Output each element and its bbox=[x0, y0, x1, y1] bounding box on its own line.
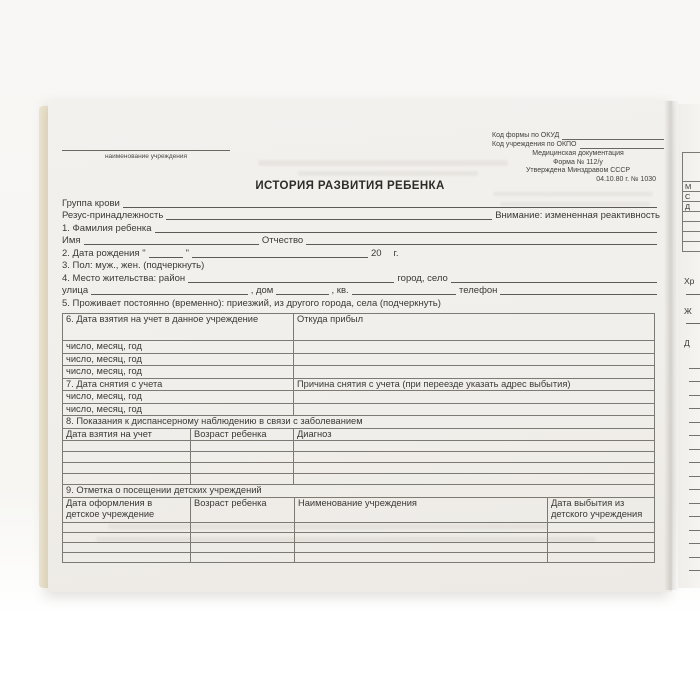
table-row bbox=[63, 463, 655, 474]
residence-label: 4. Место жительства: район bbox=[62, 272, 186, 284]
column-header: Дата взятия на учет bbox=[63, 428, 191, 441]
street-label: улица bbox=[62, 285, 89, 296]
attention-note: Внимание: измененная реактивность bbox=[495, 210, 660, 221]
date-format-cell: число, месяц, год bbox=[63, 366, 294, 379]
house-blank bbox=[276, 292, 328, 295]
ruled-line-fragment bbox=[689, 435, 700, 436]
empty-cell bbox=[295, 542, 548, 552]
empty-cell bbox=[63, 552, 191, 562]
ruled-line-fragment bbox=[689, 530, 700, 531]
reg-date-cell: 6. Дата взятия на учет в данное учреждение bbox=[63, 314, 294, 341]
rhesus-label: Резус-принадлежность bbox=[62, 210, 164, 221]
empty-cell bbox=[294, 452, 655, 463]
okud-code-row bbox=[492, 132, 664, 141]
table-row bbox=[63, 532, 655, 542]
ruled-line-fragment bbox=[689, 449, 700, 450]
table-row bbox=[63, 353, 655, 366]
apt-label: , кв. bbox=[331, 285, 349, 296]
table-cell-fragment: М bbox=[683, 182, 700, 192]
kindergarten-table bbox=[62, 484, 655, 563]
form-header-fields bbox=[62, 196, 660, 309]
table-row bbox=[63, 441, 655, 452]
ruled-line-fragment bbox=[689, 422, 700, 423]
empty-cell bbox=[191, 441, 294, 452]
arrived-from-cell: Откуда прибыл bbox=[294, 314, 655, 341]
adjacent-page-edge bbox=[678, 104, 700, 588]
empty-cell bbox=[294, 353, 655, 366]
birth-year-suffix: г. bbox=[393, 247, 399, 259]
date-format-cell: число, месяц, год bbox=[63, 353, 294, 366]
empty-cell bbox=[294, 474, 655, 485]
table-cell-fragment: С bbox=[683, 192, 700, 202]
empty-cell bbox=[294, 463, 655, 474]
ruled-line-fragment bbox=[689, 368, 700, 369]
empty-cell bbox=[191, 452, 294, 463]
empty-cell bbox=[63, 532, 191, 542]
patronymic-blank bbox=[306, 242, 657, 245]
ruled-line-fragment bbox=[686, 323, 700, 324]
phone-blank bbox=[500, 292, 657, 295]
column-header: Диагноз bbox=[294, 428, 655, 441]
empty-cell bbox=[63, 522, 191, 532]
ruled-line-fragment bbox=[689, 516, 700, 517]
field-blood-group bbox=[62, 196, 660, 209]
residency-label: 5. Проживает постоянно (временно): приезжий, из другого города, села (подчеркнуть) bbox=[62, 297, 441, 309]
table-row bbox=[63, 452, 655, 463]
surname-blank bbox=[155, 230, 657, 233]
column-header: Наименование учреждения bbox=[295, 497, 548, 522]
bleedthrough-smudge bbox=[298, 171, 478, 176]
approved-date-label: 04.10.80 г. № 1030 bbox=[596, 175, 656, 183]
date-format-cell: число, месяц, год bbox=[63, 403, 294, 416]
phone-label: телефон bbox=[459, 285, 498, 296]
table-cell-fragment bbox=[683, 222, 700, 232]
column-header: Дата оформления в детское учреждение bbox=[63, 497, 191, 522]
empty-cell bbox=[294, 341, 655, 354]
table-row bbox=[63, 522, 655, 532]
column-header: Возраст ребенка bbox=[191, 497, 295, 522]
column-header: Возраст ребенка bbox=[191, 428, 294, 441]
table-cell-fragment: Д bbox=[683, 202, 700, 212]
empty-cell bbox=[295, 532, 548, 542]
column-header: Дата выбытия из детского учреждения bbox=[548, 497, 655, 522]
ruled-line-fragment bbox=[689, 462, 700, 463]
field-name-patronymic bbox=[62, 234, 660, 247]
date-format-cell: число, месяц, год bbox=[63, 341, 294, 354]
ruled-line-fragment bbox=[689, 381, 700, 382]
birth-year-prefix: 20 bbox=[370, 247, 382, 259]
empty-cell bbox=[191, 532, 295, 542]
table-row bbox=[63, 314, 655, 341]
empty-cell bbox=[294, 441, 655, 452]
street-blank bbox=[91, 292, 248, 295]
page-title: ИСТОРИЯ РАЗВИТИЯ РЕБЕНКА bbox=[255, 180, 445, 192]
table-cell-fragment bbox=[683, 153, 700, 182]
name-label: Имя bbox=[62, 235, 81, 246]
registration-table bbox=[62, 313, 655, 416]
table-row bbox=[63, 366, 655, 379]
empty-cell bbox=[295, 522, 548, 532]
empty-cell bbox=[63, 463, 191, 474]
blood-group-blank bbox=[123, 205, 657, 208]
table-row bbox=[63, 341, 655, 354]
birth-date-quote: " bbox=[185, 247, 189, 259]
empty-cell bbox=[294, 366, 655, 379]
date-format-cell: число, месяц, год bbox=[63, 391, 294, 404]
ruled-line-fragment bbox=[689, 408, 700, 409]
okpo-label: Код учреждения по ОКПО bbox=[492, 141, 577, 149]
table-row bbox=[63, 403, 655, 416]
ruled-line-fragment bbox=[689, 557, 700, 558]
okpo-blank bbox=[580, 146, 665, 149]
ruled-line-fragment bbox=[689, 489, 700, 490]
birth-day-blank bbox=[149, 255, 183, 258]
table-row bbox=[63, 474, 655, 485]
form-page bbox=[48, 100, 672, 592]
table-cell-fragment bbox=[683, 212, 700, 222]
page-fold-shadow bbox=[664, 101, 679, 590]
empty-cell bbox=[191, 552, 295, 562]
form-number-label: Форма № 112/у bbox=[553, 158, 603, 166]
empty-cell bbox=[63, 542, 191, 552]
ruled-line-fragment bbox=[689, 543, 700, 544]
empty-cell bbox=[63, 452, 191, 463]
table-row bbox=[63, 378, 655, 391]
empty-cell bbox=[294, 403, 655, 416]
dereg-date-cell: 7. Дата снятия с учета bbox=[63, 378, 294, 391]
dispensary-table bbox=[62, 415, 655, 485]
institution-name-blank bbox=[62, 150, 230, 151]
table-row bbox=[63, 391, 655, 404]
name-blank bbox=[84, 242, 259, 245]
ruled-line-fragment bbox=[689, 570, 700, 571]
okud-blank bbox=[562, 137, 664, 140]
rhesus-blank bbox=[166, 217, 492, 220]
empty-cell bbox=[191, 463, 294, 474]
ruled-line-fragment bbox=[689, 476, 700, 477]
empty-cell bbox=[191, 522, 295, 532]
field-rhesus bbox=[62, 209, 660, 222]
empty-cell bbox=[294, 391, 655, 404]
birth-date-label: 2. Дата рождения " bbox=[62, 247, 146, 259]
okud-label: Код формы по ОКУД bbox=[492, 132, 560, 140]
ruled-line-fragment bbox=[689, 395, 700, 396]
bleedthrough-smudge bbox=[258, 160, 508, 166]
ruled-line-fragment bbox=[689, 503, 700, 504]
field-birth-date bbox=[62, 246, 660, 259]
dereg-reason-cell: Причина снятия с учета (при переезде указать адрес выбытия) bbox=[294, 378, 655, 391]
apt-blank bbox=[352, 292, 456, 295]
empty-cell bbox=[295, 552, 548, 562]
table-row bbox=[63, 552, 655, 562]
table-row bbox=[63, 416, 655, 429]
field-street bbox=[62, 284, 660, 297]
table-row bbox=[63, 497, 655, 522]
table-cell-fragment bbox=[683, 242, 700, 252]
field-residency-status bbox=[62, 296, 660, 309]
city-label: город, село bbox=[397, 272, 448, 284]
table-row bbox=[63, 485, 655, 498]
table-cell-fragment bbox=[683, 232, 700, 242]
sex-label: 3. Пол: муж., жен. (подчеркнуть) bbox=[62, 260, 205, 271]
empty-cell bbox=[191, 474, 294, 485]
birth-month-blank bbox=[192, 255, 368, 258]
patronymic-label: Отчество bbox=[261, 235, 304, 246]
blood-group-label: Группа крови bbox=[62, 197, 120, 209]
ruled-line-fragment bbox=[686, 294, 700, 295]
field-surname bbox=[62, 221, 660, 234]
approved-by-label: Утверждена Минздравом СССР bbox=[525, 167, 631, 175]
empty-cell bbox=[548, 542, 655, 552]
text-fragment: Ж bbox=[684, 306, 692, 316]
empty-cell bbox=[548, 532, 655, 542]
text-fragment: Хр bbox=[684, 276, 695, 286]
city-blank bbox=[451, 280, 657, 283]
text-fragment: Д bbox=[684, 338, 690, 348]
empty-cell bbox=[63, 441, 191, 452]
surname-label: 1. Фамилия ребенка bbox=[62, 222, 152, 234]
field-sex bbox=[62, 259, 660, 272]
field-residence bbox=[62, 271, 660, 284]
table-row bbox=[63, 542, 655, 552]
codes-block bbox=[492, 132, 664, 184]
section8-title: 8. Показания к диспансерному наблюдению в связи с заболеванием bbox=[63, 416, 655, 429]
institution-caption: наименование учреждения bbox=[104, 153, 188, 160]
adjacent-page-table-fragment bbox=[682, 152, 700, 252]
empty-cell bbox=[548, 552, 655, 562]
district-blank bbox=[188, 280, 394, 283]
doc-type-label: Медицинская документация bbox=[532, 150, 624, 157]
table-row bbox=[63, 428, 655, 441]
empty-cell bbox=[191, 542, 295, 552]
house-label: , дом bbox=[250, 285, 274, 296]
section9-title: 9. Отметка о посещении детских учреждений bbox=[63, 485, 655, 498]
empty-cell bbox=[548, 522, 655, 532]
okpo-code-row bbox=[492, 141, 664, 150]
form-tables bbox=[62, 313, 655, 563]
empty-cell bbox=[63, 474, 191, 485]
